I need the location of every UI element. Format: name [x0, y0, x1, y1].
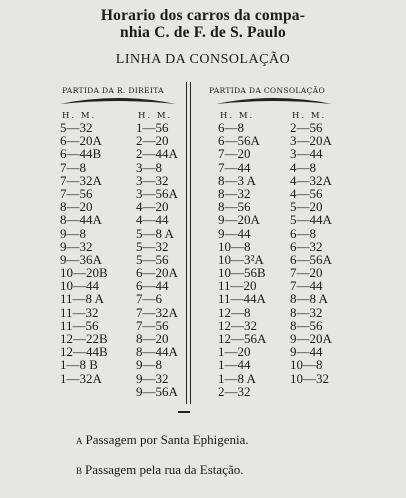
time-entry: 9—8 — [136, 357, 162, 373]
time-entry: 4—8 — [290, 159, 316, 175]
time-entry: 11—56 — [60, 317, 99, 333]
time-entry: 6—32 — [290, 238, 323, 254]
column-divider — [190, 82, 191, 404]
time-entry: 6—20A — [136, 265, 178, 281]
time-entry: 8—32 — [290, 304, 323, 320]
time-entry: 10—3²A — [218, 251, 264, 267]
left-section-heading: PARTIDA DA R. DIREITA — [62, 86, 164, 95]
time-entry: 9—44 — [290, 344, 323, 360]
time-entry: 9—32 — [60, 238, 93, 254]
time-entry: 8—32 — [218, 185, 251, 201]
time-entry: 9—20A — [290, 331, 332, 346]
times-column-4 — [290, 121, 332, 385]
time-entry: 5—32 — [136, 238, 169, 254]
time-entry: 12—8 — [218, 304, 251, 320]
time-entry: 1—56 — [136, 120, 169, 135]
time-entry: 6—44 — [136, 278, 169, 294]
times-column-2 — [136, 121, 178, 398]
time-entry: 6—56A — [218, 133, 260, 149]
right-section-heading: PARTIDA DA CONSOLAÇÃO — [209, 86, 325, 95]
time-entry: 9—20A — [218, 212, 260, 228]
time-entry: 7—56 — [60, 185, 93, 201]
footnote-marker: A — [76, 436, 83, 446]
time-entry: 5—56 — [136, 251, 169, 267]
time-entry: 6—56A — [290, 251, 332, 267]
unit-label: H. M. — [62, 111, 97, 121]
time-entry: 8—44A — [60, 212, 102, 228]
time-entry: 10—8 — [218, 238, 251, 254]
time-entry: 6—8 — [218, 120, 244, 135]
time-entry: 10—44 — [60, 278, 99, 294]
time-entry: 6—8 — [290, 225, 316, 241]
time-entry: 7—20 — [218, 146, 251, 162]
footnote-b — [76, 462, 243, 478]
time-entry: 4—32A — [290, 172, 332, 188]
time-entry: 7—56 — [136, 317, 169, 333]
time-entry: 2—32 — [218, 383, 251, 399]
subtitle: LINHA DA CONSOLAÇÃO — [115, 52, 291, 67]
time-entry: 2—56 — [290, 120, 323, 135]
time-entry: 6—20A — [60, 133, 102, 149]
time-entry: 1—8 A — [218, 370, 256, 386]
time-entry: 12—32 — [218, 317, 257, 333]
time-entry: 2—44A — [136, 146, 178, 162]
time-entry: 7—8 — [60, 159, 86, 175]
time-entry: 7—44 — [290, 278, 323, 294]
time-entry: 7—32A — [60, 172, 102, 188]
time-entry: 10—56B — [218, 265, 266, 281]
footnote-text: Passagem pela rua da Estação. — [85, 462, 244, 477]
title-line-2: nhia C. de F. de S. Paulo — [120, 24, 286, 41]
time-entry: 8—20 — [60, 199, 93, 215]
time-entry: 10—8 — [290, 357, 323, 373]
times-column-1 — [60, 121, 108, 385]
time-entry: 9—36A — [60, 251, 102, 267]
time-entry: 7—32A — [136, 304, 178, 320]
time-entry: 8—3 A — [218, 172, 256, 188]
unit-label: H. M. — [292, 111, 327, 121]
time-entry: 9—44 — [218, 225, 251, 241]
time-entry: 10—20B — [60, 265, 108, 281]
time-entry: 3—20A — [290, 133, 332, 149]
time-entry: 8—8 A — [290, 291, 328, 307]
time-entry: 8—44A — [136, 344, 178, 360]
time-entry: 8—56 — [290, 317, 323, 333]
time-entry: 11—32 — [60, 304, 99, 320]
time-entry: 3—8 — [136, 159, 162, 175]
time-entry: 8—56 — [218, 199, 251, 215]
time-entry: 7—6 — [136, 291, 162, 307]
time-entry: 4—56 — [290, 185, 323, 201]
time-entry: 6—44B — [60, 146, 102, 162]
time-entry: 3—56A — [136, 185, 178, 201]
time-entry: 3—32 — [136, 172, 169, 188]
time-entry: 1—20 — [218, 344, 251, 360]
time-entry: 4—20 — [136, 199, 169, 215]
footnote-marker: B — [76, 466, 83, 476]
time-entry: 9—8 — [60, 225, 86, 241]
column-divider — [186, 82, 187, 404]
unit-label: H. M. — [138, 111, 173, 121]
time-entry: 5—20 — [290, 199, 323, 215]
times-column-3 — [218, 121, 266, 398]
unit-label: H. M. — [220, 111, 255, 121]
time-entry: 8—20 — [136, 331, 169, 346]
time-entry: 9—56A — [136, 383, 178, 399]
time-entry: 4—44 — [136, 212, 169, 228]
time-entry: 7—44 — [218, 159, 251, 175]
time-entry: 11—8 A — [60, 291, 104, 307]
time-entry: 5—8 A — [136, 225, 174, 241]
footnote-text: Passagem por Santa Ephigenia. — [85, 432, 249, 447]
time-entry: 1—32A — [60, 370, 102, 386]
time-entry: 2—20 — [136, 133, 169, 149]
time-entry: 10—32 — [290, 370, 329, 386]
time-entry: 12—44B — [60, 344, 108, 360]
time-entry: 1—8 B — [60, 357, 98, 373]
time-entry: 5—44A — [290, 212, 332, 228]
time-entry: 1—44 — [218, 357, 251, 373]
time-entry: 5—32 — [60, 120, 93, 135]
time-entry: 11—20 — [218, 278, 257, 294]
left-ornament — [58, 94, 178, 108]
time-entry: 3—44 — [290, 146, 323, 162]
time-entry: 12—22B — [60, 331, 108, 346]
right-ornament — [214, 94, 334, 108]
time-entry: 11—44A — [218, 291, 266, 307]
footnote-a — [76, 432, 249, 448]
separator-dash — [178, 411, 190, 413]
time-entry: 7—20 — [290, 265, 323, 281]
time-entry: 9—32 — [136, 370, 169, 386]
title-line-1: Horario dos carros da compa- — [100, 7, 306, 24]
time-entry: 12—56A — [218, 331, 267, 346]
